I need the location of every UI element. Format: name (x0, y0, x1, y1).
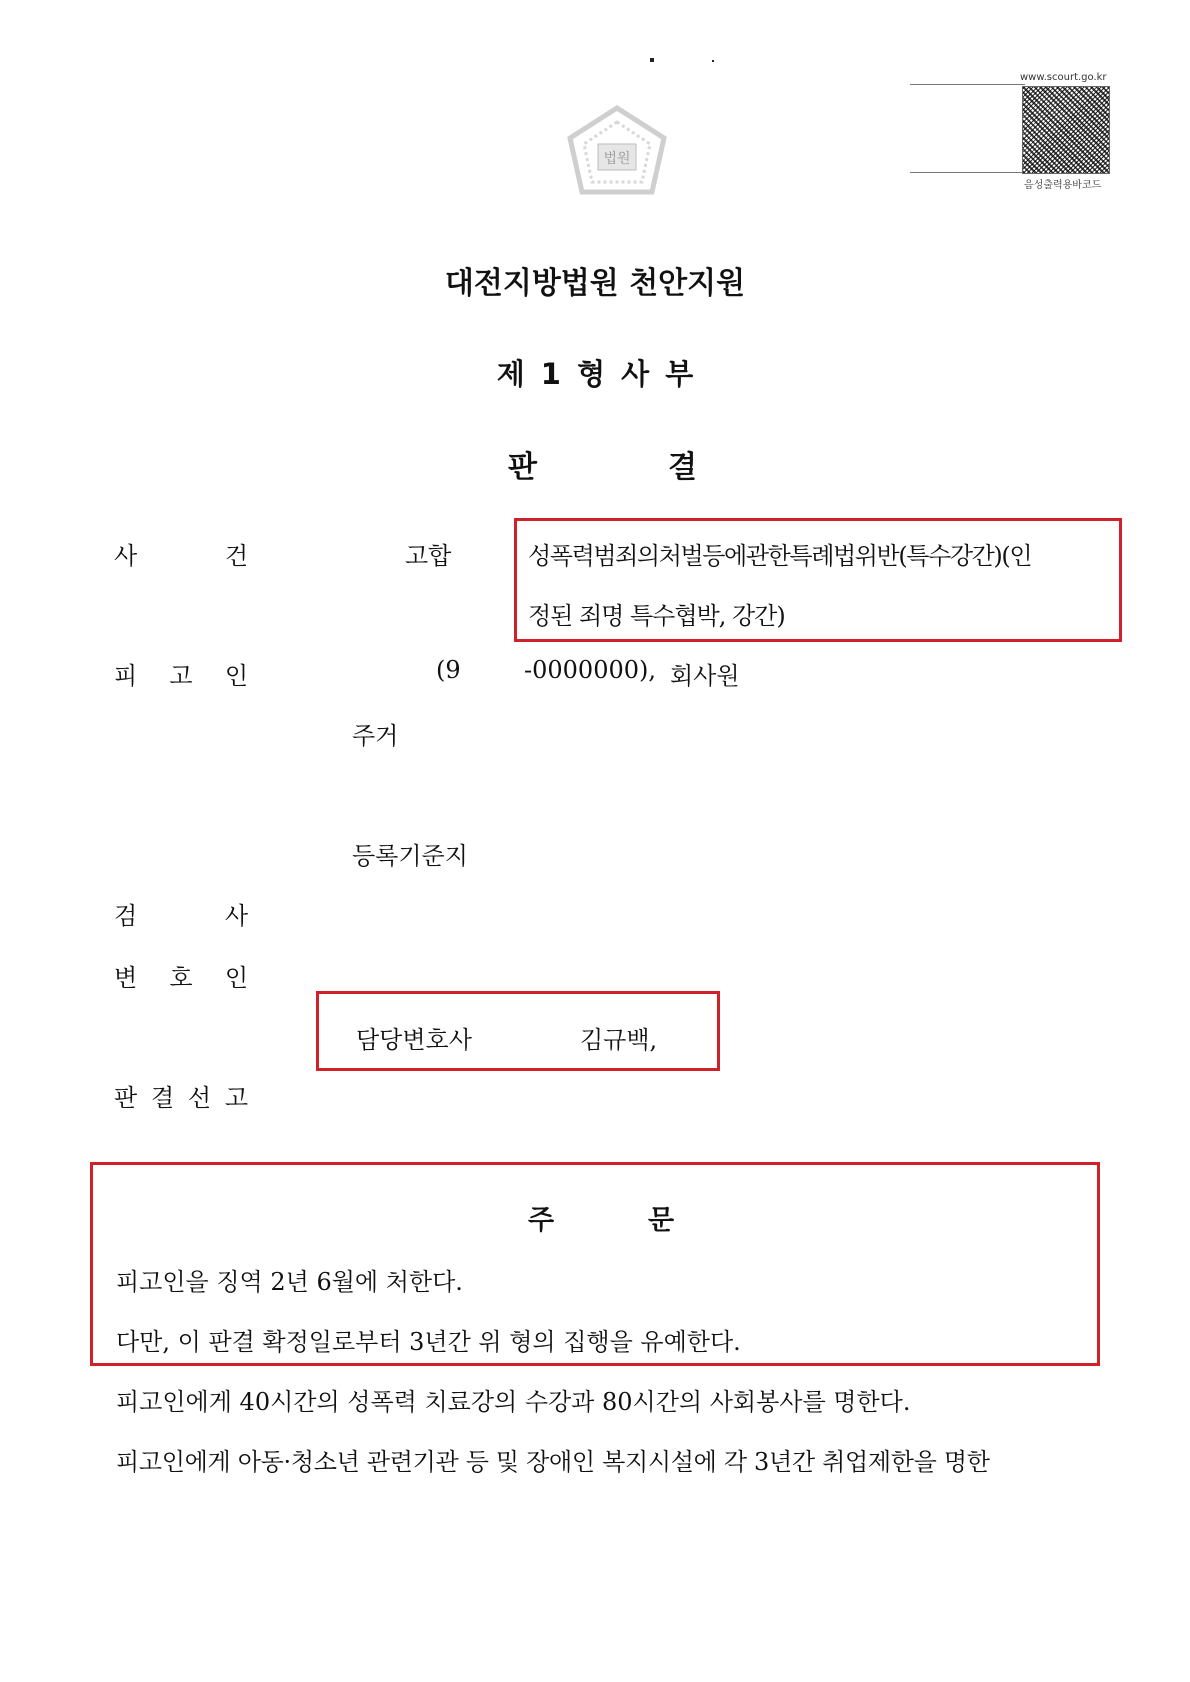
registry-label: 등록기준지 (352, 842, 468, 870)
case-type: 고합 (405, 542, 452, 570)
highlight-box-defense (316, 991, 720, 1071)
division-name: 제 1 형 사 부 (496, 357, 694, 391)
court-site-url: www.scourt.go.kr (1020, 72, 1107, 83)
seal-text: 법원 (603, 151, 631, 167)
ruling-heading-right: 문 (648, 1205, 675, 1236)
ruling-line: 피고인에게 아동·청소년 관련기관 등 및 장애인 복지시설에 각 3년간 취업제한을 명한 (116, 1448, 990, 1476)
scan-speck (712, 60, 714, 62)
scan-speck (650, 58, 654, 62)
doc-type-right: 결 (668, 450, 697, 485)
ruling-line: 다만, 이 판결 확정일로부터 3년간 위 형의 집행을 유예한다. (116, 1328, 741, 1356)
highlight-box-case (514, 518, 1122, 642)
ruling-heading-left: 주 (528, 1205, 555, 1236)
header-rule-top (910, 84, 1025, 85)
defendant-id-open: (9 (436, 656, 461, 684)
ruling-line: 피고인을 징역 2년 6월에 처한다. (116, 1268, 463, 1296)
defense-role: 담당변호사 (356, 1026, 472, 1054)
defense-label: 변 호 인 (114, 964, 248, 992)
barcode-label: 음성출력용바코드 (1024, 180, 1102, 191)
charge-line-1: 성폭력범죄의처벌등에관한특례법위반(특수강간)(인 (528, 542, 1032, 570)
defendant-occupation: 회사원 (670, 662, 740, 690)
defense-name: 김규백, (580, 1026, 658, 1054)
residence-label: 주거 (352, 722, 399, 750)
highlight-box-ruling (90, 1162, 1100, 1366)
prosecutor-label: 검 사 (114, 902, 248, 930)
case-label: 사 건 (114, 542, 248, 570)
court-name: 대전지방법원 천안지원 (444, 266, 746, 301)
court-seal-icon (552, 100, 682, 210)
doc-type-left: 판 (508, 450, 537, 485)
defendant-id-number: -0000000), (524, 656, 656, 684)
charge-line-2: 정된 죄명 특수협박, 강간) (528, 602, 785, 630)
defendant-label: 피 고 인 (114, 662, 248, 690)
header-rule-bottom (910, 172, 1025, 173)
ruling-line: 피고인에게 40시간의 성폭력 치료강의 수강과 80시간의 사회봉사를 명한다. (116, 1388, 911, 1416)
barcode-icon (1022, 86, 1110, 174)
sentencing-label: 판 결 선 고 (114, 1084, 248, 1112)
